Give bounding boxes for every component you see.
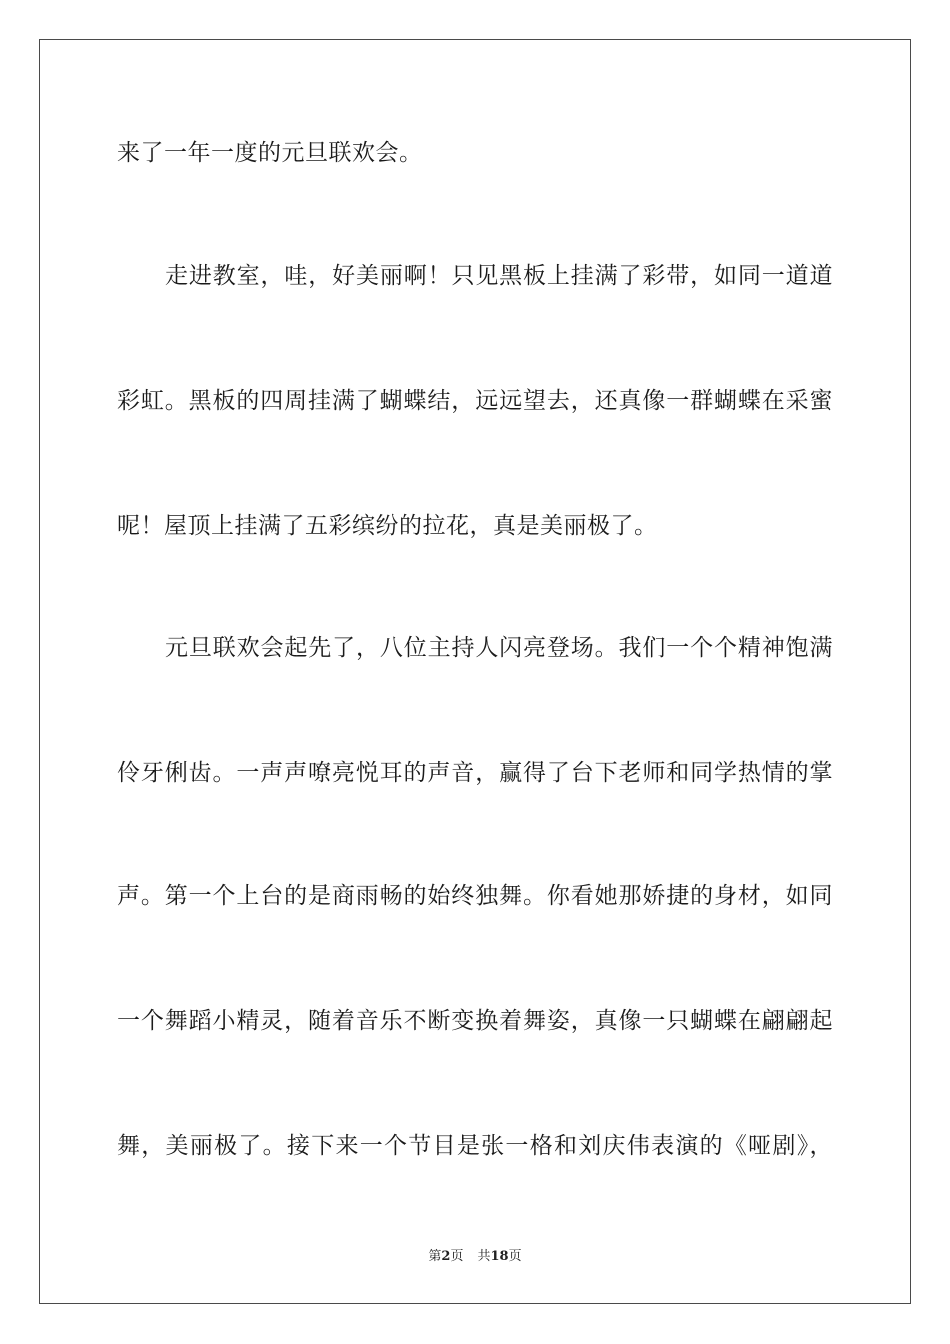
text-line-6: 伶牙俐齿。一声声嘹亮悦耳的声音，赢得了台下老师和同学热情的掌 [117, 760, 833, 786]
footer-page-prefix: 第 [428, 1249, 442, 1264]
footer-page-suffix: 页 [450, 1249, 464, 1264]
text-line-7: 声。第一个上台的是商雨畅的始终独舞。你看她那娇捷的身材，如同 [117, 883, 833, 909]
text-line-1: 来了一年一度的元旦联欢会。 [117, 140, 423, 166]
text-line-5: 元旦联欢会起先了，八位主持人闪亮登场。我们一个个精神饱满 [165, 635, 833, 661]
page-border [39, 39, 911, 1304]
text-line-3: 彩虹。黑板的四周挂满了蝴蝶结，远远望去，还真像一群蝴蝶在采蜜 [117, 388, 833, 414]
text-line-2: 走进教室，哇，好美丽啊！只见黑板上挂满了彩带，如同一道道 [165, 263, 833, 289]
page-footer [0, 1248, 950, 1266]
text-line-4: 呢！屋顶上挂满了五彩缤纷的拉花，真是美丽极了。 [117, 513, 658, 539]
footer-total-number: 18 [490, 1249, 509, 1264]
text-line-8: 一个舞蹈小精灵，随着音乐不断变换着舞姿，真像一只蝴蝶在翩翩起 [117, 1008, 833, 1034]
footer-total-prefix: 共 [477, 1249, 491, 1264]
footer-page-number: 2 [441, 1249, 451, 1264]
footer-total-suffix: 页 [508, 1249, 522, 1264]
text-line-9: 舞，美丽极了。接下来一个节目是张一格和刘庆伟表演的《哑剧》， [117, 1133, 833, 1159]
